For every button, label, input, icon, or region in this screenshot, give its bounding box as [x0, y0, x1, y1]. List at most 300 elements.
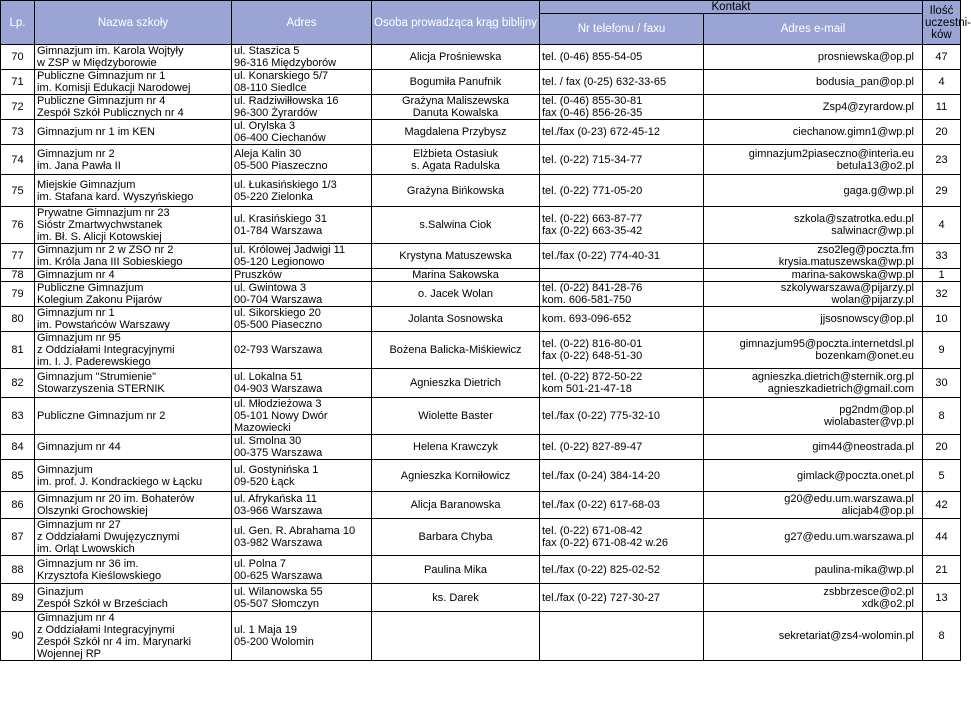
cell-count: 30 — [923, 369, 961, 398]
cell-address — [232, 369, 372, 398]
cell-address-line: 05-200 Wolomin — [234, 636, 314, 648]
cell-school-name — [35, 95, 232, 120]
cell-lp: 86 — [1, 492, 35, 519]
cell-school-name-line: Ginazjum — [37, 585, 84, 598]
cell-phone-line: tel./fax (0-22) 825-02-52 — [542, 563, 661, 576]
cell-phone-line: fax (0-22) 663-35-42 — [542, 225, 643, 237]
cell-email — [704, 145, 923, 175]
cell-school-name-line: im. prof. J. Kondrackiego w Łącku — [37, 475, 203, 488]
cell-person — [372, 332, 540, 369]
cell-phone — [540, 584, 704, 612]
cell-address — [232, 332, 372, 369]
cell-person-line: Agnieszka Dietrich — [409, 377, 502, 389]
cell-phone — [540, 269, 704, 282]
cell-person — [372, 145, 540, 175]
cell-count: 33 — [923, 244, 961, 269]
cell-count: 11 — [923, 95, 961, 120]
cell-email-line: agnieszka.dietrich@sternik.org.pl — [751, 371, 914, 383]
cell-person-line: s.Salwina Ciok — [419, 219, 492, 231]
cell-count: 8 — [923, 612, 961, 661]
cell-phone-line: tel. (0-22) 841-28-76 — [542, 282, 643, 294]
header-person: Osoba prowadząca krąg biblijny — [372, 1, 540, 45]
cell-person — [372, 120, 540, 145]
cell-address — [232, 244, 372, 269]
cell-school-name — [35, 492, 232, 519]
cell-email-line: alicjab4@op.pl — [841, 505, 914, 517]
cell-address-line: 96-316 Międzyborów — [234, 57, 337, 69]
cell-email — [704, 460, 923, 492]
cell-school-name-line: im. Króla Jana III Sobieskiego — [37, 256, 183, 268]
cell-school-name-line: im. Bł. S. Alicji Kotowskiej — [37, 231, 162, 243]
table-row — [1, 519, 961, 556]
cell-school-name-line: Krzysztofa Kieślowskiego — [37, 569, 162, 582]
table-row — [1, 460, 961, 492]
cell-email-line: krysia.matuszewska@wp.pl — [778, 256, 914, 268]
header-name: Nazwa szkoły — [35, 1, 232, 45]
cell-phone-line: tel./fax (0-22) 774-40-31 — [542, 250, 661, 262]
cell-lp: 89 — [1, 584, 35, 612]
cell-email-line: xdk@o2.pl — [861, 597, 914, 610]
cell-phone — [540, 207, 704, 244]
cell-person-line: Barbara Chyba — [418, 531, 493, 543]
cell-school-name-line: Gimnazjum nr 1 im KEN — [37, 126, 155, 138]
cell-phone-line: tel. (0-22) 827-89-47 — [542, 441, 643, 453]
cell-email — [704, 207, 923, 244]
cell-email — [704, 175, 923, 207]
cell-address-line: ul. Sikorskiego 20 — [234, 307, 321, 319]
cell-email — [704, 70, 923, 95]
table-row — [1, 282, 961, 307]
cell-email-line: prosniewska@op.pl — [817, 51, 914, 63]
cell-school-name-line: Gimnazjum — [37, 463, 93, 476]
cell-school-name-line: Publiczne Gimnazjum nr 4 — [37, 95, 166, 107]
cell-phone-line: tel. (0-22) 816-80-01 — [542, 338, 643, 350]
cell-address-line: ul. Orylska 3 — [234, 120, 296, 132]
cell-school-name-line: Zespół Szkół Publicznych nr 4 — [37, 107, 184, 119]
cell-count: 9 — [923, 332, 961, 369]
cell-school-name-line: Publiczne Gimnazjum nr 1 — [37, 70, 166, 82]
cell-person — [372, 244, 540, 269]
cell-address-line: ul. Lokalna 51 — [234, 371, 303, 383]
table-row — [1, 398, 961, 435]
cell-person-line: Danuta Kowalska — [412, 107, 499, 119]
cell-email-line: zso2leg@poczta.fm — [817, 244, 914, 256]
table-row — [1, 435, 961, 460]
cell-count: 5 — [923, 460, 961, 492]
cell-address-line: ul. Gwintowa 3 — [234, 282, 307, 294]
cell-person-line: Grażyna Maliszewska — [402, 95, 509, 107]
cell-phone — [540, 460, 704, 492]
cell-phone-line: kom 501-21-47-18 — [542, 383, 632, 395]
cell-school-name-line: Gimnazjum nr 27 — [37, 519, 121, 531]
cell-phone-line: tel./fax (0-23) 672-45-12 — [542, 126, 661, 138]
cell-lp: 76 — [1, 207, 35, 244]
cell-school-name — [35, 175, 232, 207]
cell-address — [232, 45, 372, 70]
header-phone: Nr telefonu / faxu — [540, 14, 704, 45]
cell-email-line: gaga.g@wp.pl — [843, 184, 914, 197]
cell-address-line: 00-625 Warszawa — [234, 569, 323, 582]
cell-address — [232, 269, 372, 282]
cell-email-line: szkolywarszawa@pijarzy.pl — [780, 282, 914, 294]
cell-phone-line: tel./fax (0-22) 727-30-27 — [542, 591, 661, 604]
cell-lp: 84 — [1, 435, 35, 460]
cell-school-name-line: Gimnazjum nr 4 — [37, 612, 115, 624]
cell-address-line: 01-784 Warszawa — [234, 225, 323, 237]
cell-school-name-line: Gimnazjum nr 44 — [37, 441, 121, 453]
cell-email-line: gimnazjum2piaseczno@interia.eu — [748, 147, 914, 160]
cell-address — [232, 519, 372, 556]
cell-school-name — [35, 120, 232, 145]
cell-school-name-line: Zespół Szkół w Brześciach — [37, 597, 168, 610]
cell-lp: 87 — [1, 519, 35, 556]
cell-email-line: agnieszkadietrich@gmail.com — [767, 383, 914, 395]
cell-count: 1 — [923, 269, 961, 282]
cell-school-name — [35, 269, 232, 282]
cell-person — [372, 307, 540, 332]
cell-school-name — [35, 244, 232, 269]
cell-lp: 78 — [1, 269, 35, 282]
cell-lp: 88 — [1, 556, 35, 584]
cell-email-line: paulina-mika@wp.pl — [814, 563, 914, 576]
cell-phone — [540, 612, 704, 661]
cell-school-name — [35, 584, 232, 612]
cell-lp: 77 — [1, 244, 35, 269]
cell-count: 47 — [923, 45, 961, 70]
cell-lp: 82 — [1, 369, 35, 398]
header-lp: Lp. — [1, 1, 35, 45]
cell-phone-line: tel./fax (0-22) 775-32-10 — [542, 410, 661, 422]
cell-person-line: Elżbieta Ostasiuk — [413, 147, 498, 160]
cell-phone-line: tel. (0-22) 671-08-42 — [542, 525, 643, 537]
cell-school-name — [35, 307, 232, 332]
cell-person — [372, 435, 540, 460]
cell-email-line: pg2ndm@op.pl — [839, 404, 914, 416]
cell-school-name-line: Gimnazjum nr 95 — [37, 332, 121, 344]
cell-lp: 71 — [1, 70, 35, 95]
cell-email-line: Zsp4@zyrardow.pl — [822, 101, 914, 113]
header-count-line: uczestni- — [925, 16, 971, 29]
cell-school-name — [35, 460, 232, 492]
cell-school-name — [35, 145, 232, 175]
header-count — [923, 1, 971, 45]
cell-phone — [540, 70, 704, 95]
cell-school-name — [35, 369, 232, 398]
cell-email-line: betula13@o2.pl — [836, 159, 914, 172]
cell-school-name-line: Miejskie Gimnazjum — [37, 178, 136, 191]
cell-phone-line: tel./fax (0-22) 617-68-03 — [542, 499, 661, 511]
cell-address-line: ul. Smolna 30 — [234, 435, 302, 447]
cell-address — [232, 120, 372, 145]
cell-count: 4 — [923, 207, 961, 244]
cell-address-line: 03-982 Warszawa — [234, 537, 323, 549]
cell-address-line: ul. Afrykańska 11 — [234, 493, 317, 505]
cell-email — [704, 556, 923, 584]
cell-school-name-line: Gimnazjum nr 20 im. Bohaterów — [37, 493, 195, 505]
cell-school-name-line: Kolegium Zakonu Pijarów — [37, 294, 162, 306]
table-row — [1, 584, 961, 612]
cell-school-name-line: Publiczne Gimnazjum nr 2 — [37, 410, 166, 422]
cell-school-name-line: Gimnazjum nr 36 im. — [37, 557, 139, 570]
cell-person — [372, 460, 540, 492]
cell-phone — [540, 175, 704, 207]
cell-address — [232, 282, 372, 307]
cell-school-name — [35, 612, 232, 661]
cell-email-line: zsbbrzesce@o2.pl — [823, 585, 914, 598]
header-address: Adres — [232, 1, 372, 45]
cell-phone — [540, 45, 704, 70]
cell-school-name-line: Sióstr Zmartwychwstanek — [37, 219, 163, 231]
cell-lp: 70 — [1, 45, 35, 70]
cell-school-name-line: Olszynki Grochowskiej — [37, 505, 148, 517]
table-row — [1, 369, 961, 398]
cell-count: 20 — [923, 435, 961, 460]
cell-person — [372, 612, 540, 661]
table-row — [1, 120, 961, 145]
cell-phone-line: tel. (0-46) 855-30-81 — [542, 95, 643, 107]
cell-person-line: Grażyna Bińkowska — [406, 184, 505, 197]
cell-address-line: 96-300 Żyrardów — [234, 107, 318, 119]
cell-person — [372, 369, 540, 398]
cell-lp: 81 — [1, 332, 35, 369]
cell-address-line: ul. Królowej Jadwigi 11 — [234, 244, 346, 256]
cell-phone-line: tel. (0-22) 872-50-22 — [542, 371, 643, 383]
cell-school-name-line: Gimnazjum nr 1 — [37, 307, 115, 319]
cell-person — [372, 207, 540, 244]
cell-person — [372, 519, 540, 556]
cell-phone-line: kom. 606-581-750 — [542, 294, 632, 306]
cell-address — [232, 95, 372, 120]
cell-address — [232, 175, 372, 207]
cell-email — [704, 612, 923, 661]
cell-person-line: Alicja Baranowska — [410, 499, 501, 511]
cell-address-line: 03-966 Warszawa — [234, 505, 323, 517]
table-row — [1, 207, 961, 244]
cell-school-name-line: im. Stafana kard. Wyszyńskiego — [37, 190, 194, 203]
cell-address-line: ul. 1 Maja 19 — [234, 624, 297, 636]
cell-email — [704, 307, 923, 332]
cell-count: 8 — [923, 398, 961, 435]
cell-school-name-line: Stowarzyszenia STERNIK — [37, 383, 165, 395]
cell-school-name-line: w ZSP w Międzyborowie — [37, 57, 157, 69]
cell-lp: 74 — [1, 145, 35, 175]
cell-address-line: Mazowiecki — [234, 422, 291, 434]
cell-email — [704, 398, 923, 435]
cell-phone — [540, 95, 704, 120]
table-row — [1, 175, 961, 207]
cell-count: 10 — [923, 307, 961, 332]
header-count-line: ków — [931, 28, 952, 41]
cell-email-line: wolan@pijarzy.pl — [831, 294, 914, 306]
table-row — [1, 95, 961, 120]
cell-school-name-line: Gimnazjum "Strumienie" — [37, 371, 157, 383]
cell-address-line: 09-520 Łąck — [234, 475, 295, 488]
cell-email-line: jjsosnowscy@op.pl — [820, 313, 914, 325]
cell-school-name-line: Prywatne Gimnazjum nr 23 — [37, 207, 170, 219]
cell-person — [372, 45, 540, 70]
cell-address-line: ul. Staszica 5 — [234, 45, 300, 57]
cell-phone — [540, 435, 704, 460]
cell-person-line: Alicja Prośniewska — [409, 51, 502, 63]
table-row — [1, 244, 961, 269]
table-row — [1, 145, 961, 175]
cell-person — [372, 70, 540, 95]
cell-school-name-line: Gimnazjum nr 4 — [37, 269, 115, 281]
cell-school-name-line: Gimnazjum nr 2 w ZSO nr 2 — [37, 244, 174, 256]
table-row — [1, 45, 961, 70]
cell-email-line: gim44@neostrada.pl — [812, 441, 914, 453]
cell-email — [704, 435, 923, 460]
cell-count: 21 — [923, 556, 961, 584]
cell-school-name-line: Wojennej RP — [37, 648, 101, 660]
cell-address-line: ul. Konarskiego 5/7 — [234, 70, 329, 82]
cell-phone-line: tel. (0-22) 771-05-20 — [542, 184, 643, 197]
cell-school-name — [35, 556, 232, 584]
cell-address — [232, 207, 372, 244]
cell-phone — [540, 332, 704, 369]
cell-address-line: 05-500 Piaszeczno — [234, 159, 328, 172]
cell-email — [704, 45, 923, 70]
cell-person-line: o. Jacek Wolan — [417, 288, 493, 300]
cell-school-name-line: Gimnazjum nr 2 — [37, 147, 115, 160]
cell-address-line: 05-507 Słomczyn — [234, 597, 319, 610]
cell-person-line: ks. Darek — [432, 591, 479, 604]
cell-person-line: Marina Sakowska — [412, 269, 499, 281]
cell-address-line: ul. Radziwiłłowska 16 — [234, 95, 339, 107]
cell-address-line: 02-793 Warszawa — [234, 344, 323, 356]
cell-person-line: Krystyna Matuszewska — [399, 250, 512, 262]
cell-email — [704, 369, 923, 398]
cell-phone — [540, 145, 704, 175]
cell-lp: 79 — [1, 282, 35, 307]
cell-address-line: 05-120 Legionowo — [234, 256, 325, 268]
cell-lp: 80 — [1, 307, 35, 332]
cell-school-name — [35, 435, 232, 460]
cell-school-name-line: Publiczne Gimnazjum — [37, 282, 144, 294]
cell-address — [232, 492, 372, 519]
cell-phone-line: tel./fax (0-24) 384-14-20 — [542, 469, 661, 482]
cell-school-name-line: im. I. J. Paderewskiego — [37, 356, 151, 368]
header-email: Adres e-mail — [704, 14, 923, 45]
cell-email-line: gimlack@poczta.onet.pl — [797, 469, 914, 482]
cell-email — [704, 332, 923, 369]
cell-address — [232, 307, 372, 332]
cell-address-line: 00-375 Warszawa — [234, 447, 323, 459]
cell-school-name — [35, 519, 232, 556]
cell-address-line: 05-500 Piaseczno — [234, 319, 323, 331]
cell-address — [232, 612, 372, 661]
cell-person — [372, 95, 540, 120]
cell-phone — [540, 556, 704, 584]
cell-school-name-line: im. Komisji Edukacji Narodowej — [37, 82, 191, 94]
cell-address-line: ul. Młodzieżowa 3 — [234, 398, 322, 410]
cell-email — [704, 282, 923, 307]
cell-person — [372, 556, 540, 584]
cell-address — [232, 435, 372, 460]
cell-address — [232, 70, 372, 95]
cell-address-line: ul. Łukasińskiego 1/3 — [234, 178, 337, 191]
table-row — [1, 556, 961, 584]
cell-school-name-line: z Oddziałami Integracyjnymi — [37, 624, 175, 636]
table-row — [1, 612, 961, 661]
cell-address-line: ul. Wilanowska 55 — [234, 585, 323, 598]
cell-count: 4 — [923, 70, 961, 95]
cell-email-line: marina-sakowska@wp.pl — [791, 269, 914, 281]
cell-email-line: gimnazjum95@poczta.internetdsl.pl — [739, 338, 914, 350]
cell-person — [372, 175, 540, 207]
cell-phone — [540, 120, 704, 145]
cell-person — [372, 492, 540, 519]
cell-email — [704, 120, 923, 145]
cell-count: 20 — [923, 120, 961, 145]
cell-person-line: Bogumiła Panufnik — [409, 76, 502, 88]
cell-email — [704, 492, 923, 519]
cell-address — [232, 145, 372, 175]
cell-phone-line: fax (0-22) 648-51-30 — [542, 350, 643, 362]
cell-person-line: Agnieszka Korniłowicz — [400, 469, 511, 482]
cell-email-line: szkola@szatrotka.edu.pl — [793, 213, 914, 225]
cell-phone — [540, 282, 704, 307]
cell-phone-line: tel. (0-22) 663-87-77 — [542, 213, 643, 225]
cell-person-line: s. Agata Radulska — [411, 159, 500, 172]
cell-address-line: 08-110 Siedlce — [234, 82, 307, 94]
cell-phone-line: fax (0-22) 671-08-42 w.26 — [542, 537, 668, 549]
cell-lp: 90 — [1, 612, 35, 661]
cell-count: 32 — [923, 282, 961, 307]
cell-phone-line: tel. / fax (0-25) 632-33-65 — [542, 76, 667, 88]
table-row — [1, 332, 961, 369]
cell-person-line: Magdalena Przybysz — [404, 126, 507, 138]
cell-person-line: Jolanta Sosnowska — [408, 313, 503, 325]
cell-address-line: ul. Polna 7 — [234, 557, 286, 570]
cell-school-name — [35, 70, 232, 95]
cell-email-line: g27@edu.um.warszawa.pl — [784, 531, 914, 543]
cell-school-name — [35, 45, 232, 70]
cell-lp: 83 — [1, 398, 35, 435]
cell-address — [232, 556, 372, 584]
cell-phone — [540, 244, 704, 269]
cell-address — [232, 584, 372, 612]
cell-school-name-line: im. Jana Pawła II — [37, 159, 121, 172]
table-body — [1, 45, 961, 661]
cell-phone — [540, 398, 704, 435]
cell-school-name — [35, 398, 232, 435]
cell-school-name — [35, 282, 232, 307]
table-row — [1, 269, 961, 282]
cell-count: 13 — [923, 584, 961, 612]
cell-school-name — [35, 207, 232, 244]
table-row — [1, 307, 961, 332]
cell-lp: 75 — [1, 175, 35, 207]
cell-school-name-line: im. Orląt Lwowskich — [37, 543, 135, 555]
cell-email — [704, 95, 923, 120]
cell-count: 23 — [923, 145, 961, 175]
cell-phone — [540, 492, 704, 519]
cell-email-line: bodusia_pan@op.pl — [815, 76, 914, 88]
cell-count: 42 — [923, 492, 961, 519]
cell-person-line: Helena Krawczyk — [413, 441, 498, 453]
cell-address-line: 04-903 Warszawa — [234, 383, 323, 395]
cell-school-name-line: z Oddziałami Integracyjnymi — [37, 344, 175, 356]
cell-phone-line: fax (0-46) 856-26-35 — [542, 107, 643, 119]
cell-email-line: wiolabaster@vp.pl — [823, 416, 914, 428]
cell-email — [704, 519, 923, 556]
cell-lp: 72 — [1, 95, 35, 120]
cell-email — [704, 269, 923, 282]
cell-person — [372, 269, 540, 282]
cell-school-name-line: im. Powstańców Warszawy — [37, 319, 170, 331]
cell-person — [372, 398, 540, 435]
